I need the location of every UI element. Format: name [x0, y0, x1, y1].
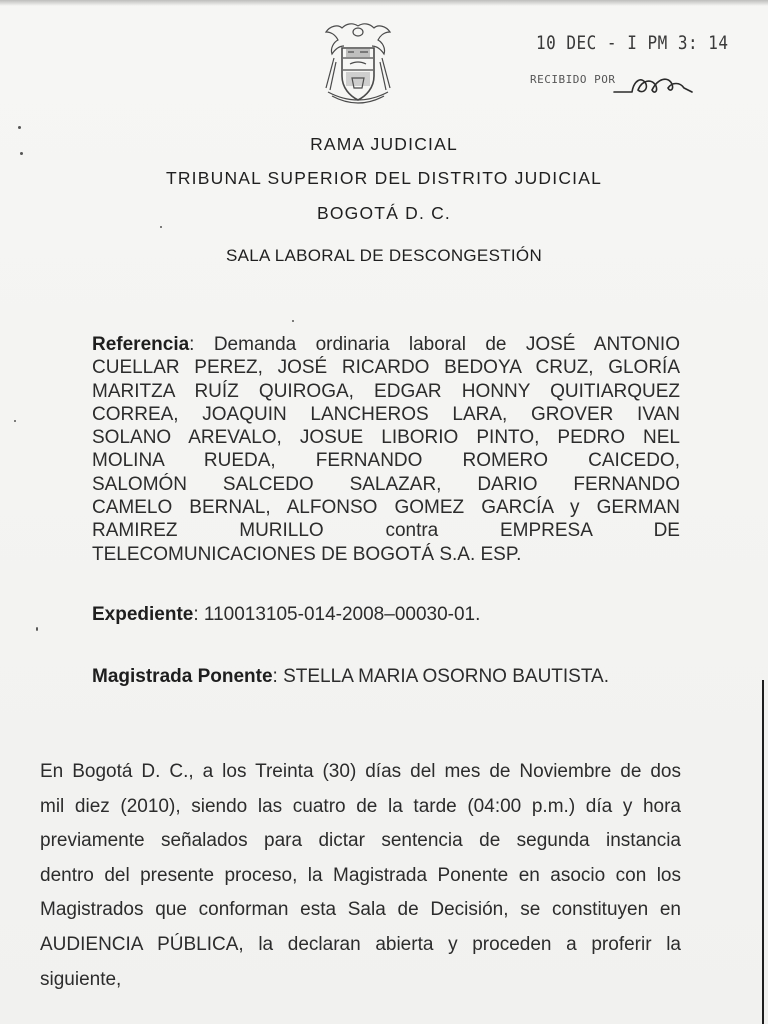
scan-edge-line — [762, 680, 764, 1024]
body-line: Magistrados que conforman esta Sala de Decisión, se constituyen en — [40, 899, 681, 921]
scan-speck — [160, 226, 162, 228]
referencia-label: Referencia — [92, 334, 190, 355]
scan-speck — [14, 420, 16, 422]
body-line: En Bogotá D. C., a los Treinta (30) días del mes de Noviembre de dos — [40, 761, 681, 782]
referencia-line: CAMELO BERNAL, ALFONSO GOMEZ GARCÍA y GERMAN — [92, 497, 680, 519]
received-date-stamp: 10 DEC - I PM 3: 14 — [536, 31, 729, 54]
colombia-coat-of-arms-seal — [312, 18, 404, 110]
body-paragraph — [40, 760, 681, 1002]
expediente-label: Expediente — [92, 604, 194, 625]
magistrada-label: Magistrada Ponente — [92, 666, 273, 687]
body-line: mil diez (2010), siendo las cuatro de la tarde (04:00 p.m.) día y hora — [40, 795, 681, 817]
magistrada-block — [92, 665, 680, 688]
referencia-line: RAMIREZ MURILLO contra EMPRESA DE — [92, 520, 680, 542]
scan-speck — [20, 152, 23, 155]
referencia-line: SOLANO AREVALO, JOSUE LIBORIO PINTO, PEDRO NEL — [92, 427, 680, 449]
header-tribunal: TRIBUNAL SUPERIOR DEL DISTRITO JUDICIAL — [165, 168, 603, 188]
magistrada-value: : STELLA MARIA OSORNO BAUTISTA. — [272, 666, 609, 687]
received-by-stamp: RECIBIDO POR — [530, 73, 616, 86]
referencia-line: MARITZA RUÍZ QUIROGA, EDGAR HONNY QUITIARQUEZ — [92, 380, 680, 402]
referencia-line: CUELLAR PEREZ, JOSÉ RICARDO BEDOYA CRUZ, GLORÍA — [92, 357, 680, 379]
scan-top-shadow — [0, 0, 768, 6]
body-line: dentro del presente proceso, la Magistrada Ponente en asocio con los — [40, 864, 681, 886]
header-rama-judicial: RAMA JUDICIAL — [310, 134, 458, 154]
referencia-block — [92, 333, 680, 566]
referencia-line: CORREA, JOAQUIN LANCHEROS LARA, GROVER IVAN — [92, 403, 680, 425]
referencia-line: TELECOMUNICACIONES DE BOGOTÁ S.A. ESP. — [92, 543, 522, 565]
body-line: AUDIENCIA PÚBLICA, la declaran abierta y proceden a proferir la — [40, 933, 681, 955]
body-line: siguiente, — [40, 968, 122, 990]
scan-speck — [36, 627, 38, 631]
scan-speck — [292, 320, 294, 322]
referencia-line: MOLINA RUEDA, FERNANDO ROMERO CAICEDO, — [92, 450, 680, 472]
referencia-line: SALOMÓN SALCEDO SALAZAR, DARIO FERNANDO — [92, 473, 680, 495]
scan-speck — [18, 126, 21, 129]
referencia-line: Referencia: Demanda ordinaria laboral de JOSÉ ANTONIO — [92, 334, 680, 355]
header-sala: SALA LABORAL DE DESCONGESTIÓN — [225, 246, 543, 265]
handwritten-signature — [612, 70, 694, 98]
expediente-block — [92, 603, 680, 626]
expediente-value: : 110013105-014-2008–00030-01. — [193, 604, 481, 625]
header-city: BOGOTÁ D. C. — [317, 203, 451, 223]
body-line: previamente señalados para dictar sentencia de segunda instancia — [40, 830, 681, 852]
